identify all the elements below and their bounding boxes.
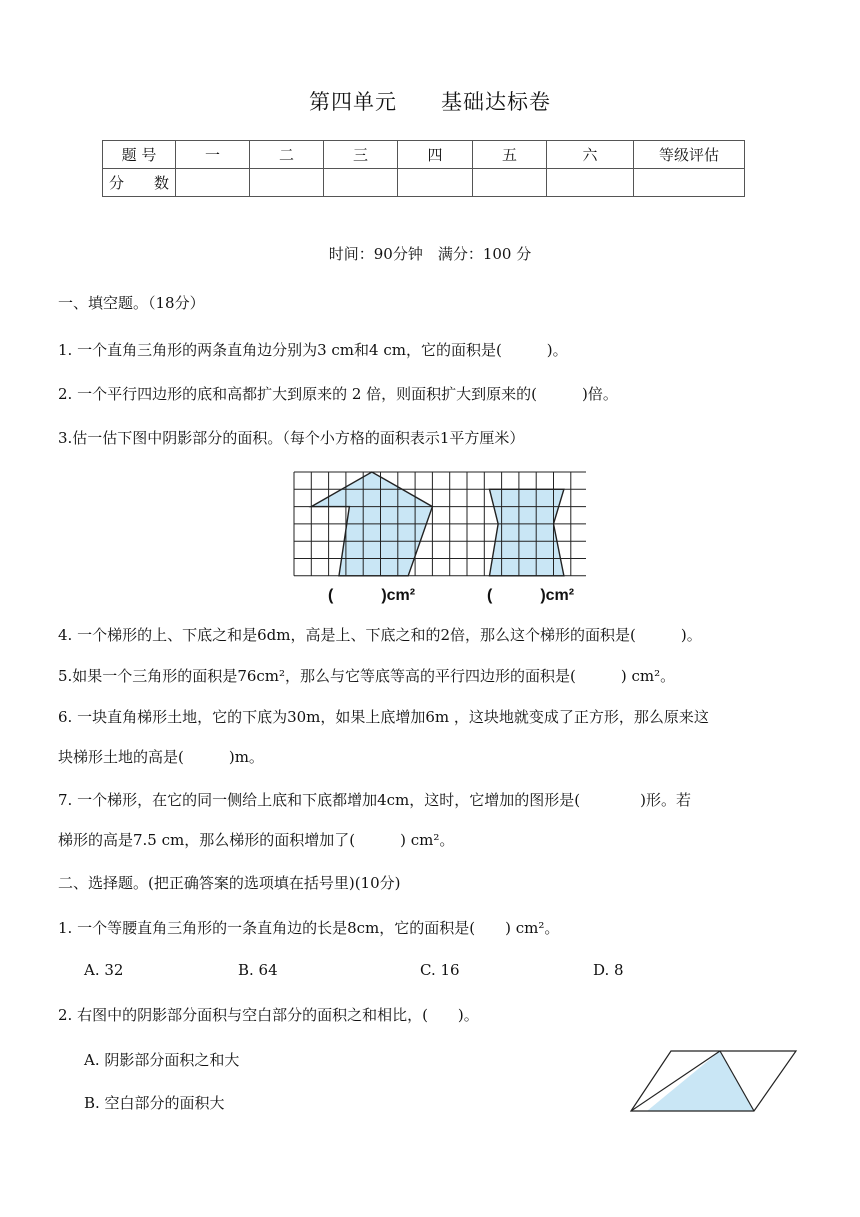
score-table-header-row <box>103 141 745 169</box>
q3-answer-left[interactable]: ( )cm² <box>328 587 416 604</box>
score-input-cell[interactable] <box>176 169 250 197</box>
option-2-a[interactable]: A. 阴影部分面积之和大 <box>84 1051 240 1069</box>
score-cell: 等级评估 <box>634 141 745 169</box>
grid-figure <box>290 468 586 578</box>
question-1-7-line1: 7. 一个梯形，在它的同一侧给上底和下底都增加4cm，这时，它增加的图形是( )形。若 <box>58 791 691 809</box>
score-input-cell[interactable] <box>398 169 473 197</box>
score-cell: 二 <box>250 141 324 169</box>
score-cell: 一 <box>176 141 250 169</box>
score-input-cell[interactable] <box>547 169 634 197</box>
score-cell: 四 <box>398 141 473 169</box>
question-1-5: 5.如果一个三角形的面积是76cm²，那么与它等底等高的平行四边形的面积是( ) cm²。 <box>58 667 676 685</box>
section1-heading: 一、填空题。（18分） <box>58 294 205 312</box>
score-cell: 题 号 <box>103 141 176 169</box>
question-1-6-line1: 6. 一块直角梯形土地，它的下底为30m，如果上底增加6m ，这块地就变成了正方形，那么原来这 <box>58 708 709 726</box>
question-2-2: 2. 右图中的阴影部分面积与空白部分的面积之和相比，( )。 <box>58 1006 479 1024</box>
question-1-6-line2: 块梯形土地的高是( )m。 <box>58 748 264 766</box>
question-1-2: 2. 一个平行四边形的底和高都扩大到原来的 2 倍，则面积扩大到原来的( )倍。 <box>58 385 618 403</box>
shaded-triangle <box>647 1051 754 1111</box>
question-1-7-line2: 梯形的高是7.5 cm，那么梯形的面积增加了( ) cm²。 <box>58 831 455 849</box>
option-b[interactable]: B. 64 <box>238 961 278 979</box>
score-input-cell[interactable] <box>250 169 324 197</box>
question-2-1: 1. 一个等腰直角三角形的一条直角边的长是8cm，它的面积是( ) cm²。 <box>58 919 560 937</box>
parallelogram-figure <box>628 1048 800 1116</box>
score-input-cell[interactable] <box>324 169 398 197</box>
score-table-score-row <box>103 169 745 197</box>
score-cell: 五 <box>473 141 547 169</box>
question-1-4: 4. 一个梯形的上、下底之和是6dm，高是上、下底之和的2倍，那么这个梯形的面积是( )。 <box>58 626 702 644</box>
exam-meta: 时间：90分钟 满分：100 分 <box>328 245 532 263</box>
option-2-b[interactable]: B. 空白部分的面积大 <box>84 1094 225 1112</box>
question-1-1: 1. 一个直角三角形的两条直角边分别为3 cm和4 cm，它的面积是( )。 <box>58 341 568 359</box>
shaded-hexagon-shape <box>489 489 563 576</box>
score-cell: 六 <box>547 141 634 169</box>
option-c[interactable]: C. 16 <box>420 961 460 979</box>
score-cell: 三 <box>324 141 398 169</box>
section2-heading: 二、选择题。(把正确答案的选项填在括号里)(10分) <box>58 874 401 892</box>
option-d[interactable]: D. 8 <box>593 961 624 979</box>
score-table <box>102 140 745 197</box>
page-title: 第四单元 基础达标卷 <box>309 90 551 114</box>
score-row-label: 分 数 <box>103 169 176 197</box>
question-1-3: 3.估一估下图中阴影部分的面积。（每个小方格的面积表示1平方厘米） <box>58 429 525 447</box>
option-a[interactable]: A. 32 <box>84 961 124 979</box>
q3-answer-right[interactable]: ( )cm² <box>487 587 575 604</box>
score-input-cell[interactable] <box>634 169 745 197</box>
score-input-cell[interactable] <box>473 169 547 197</box>
